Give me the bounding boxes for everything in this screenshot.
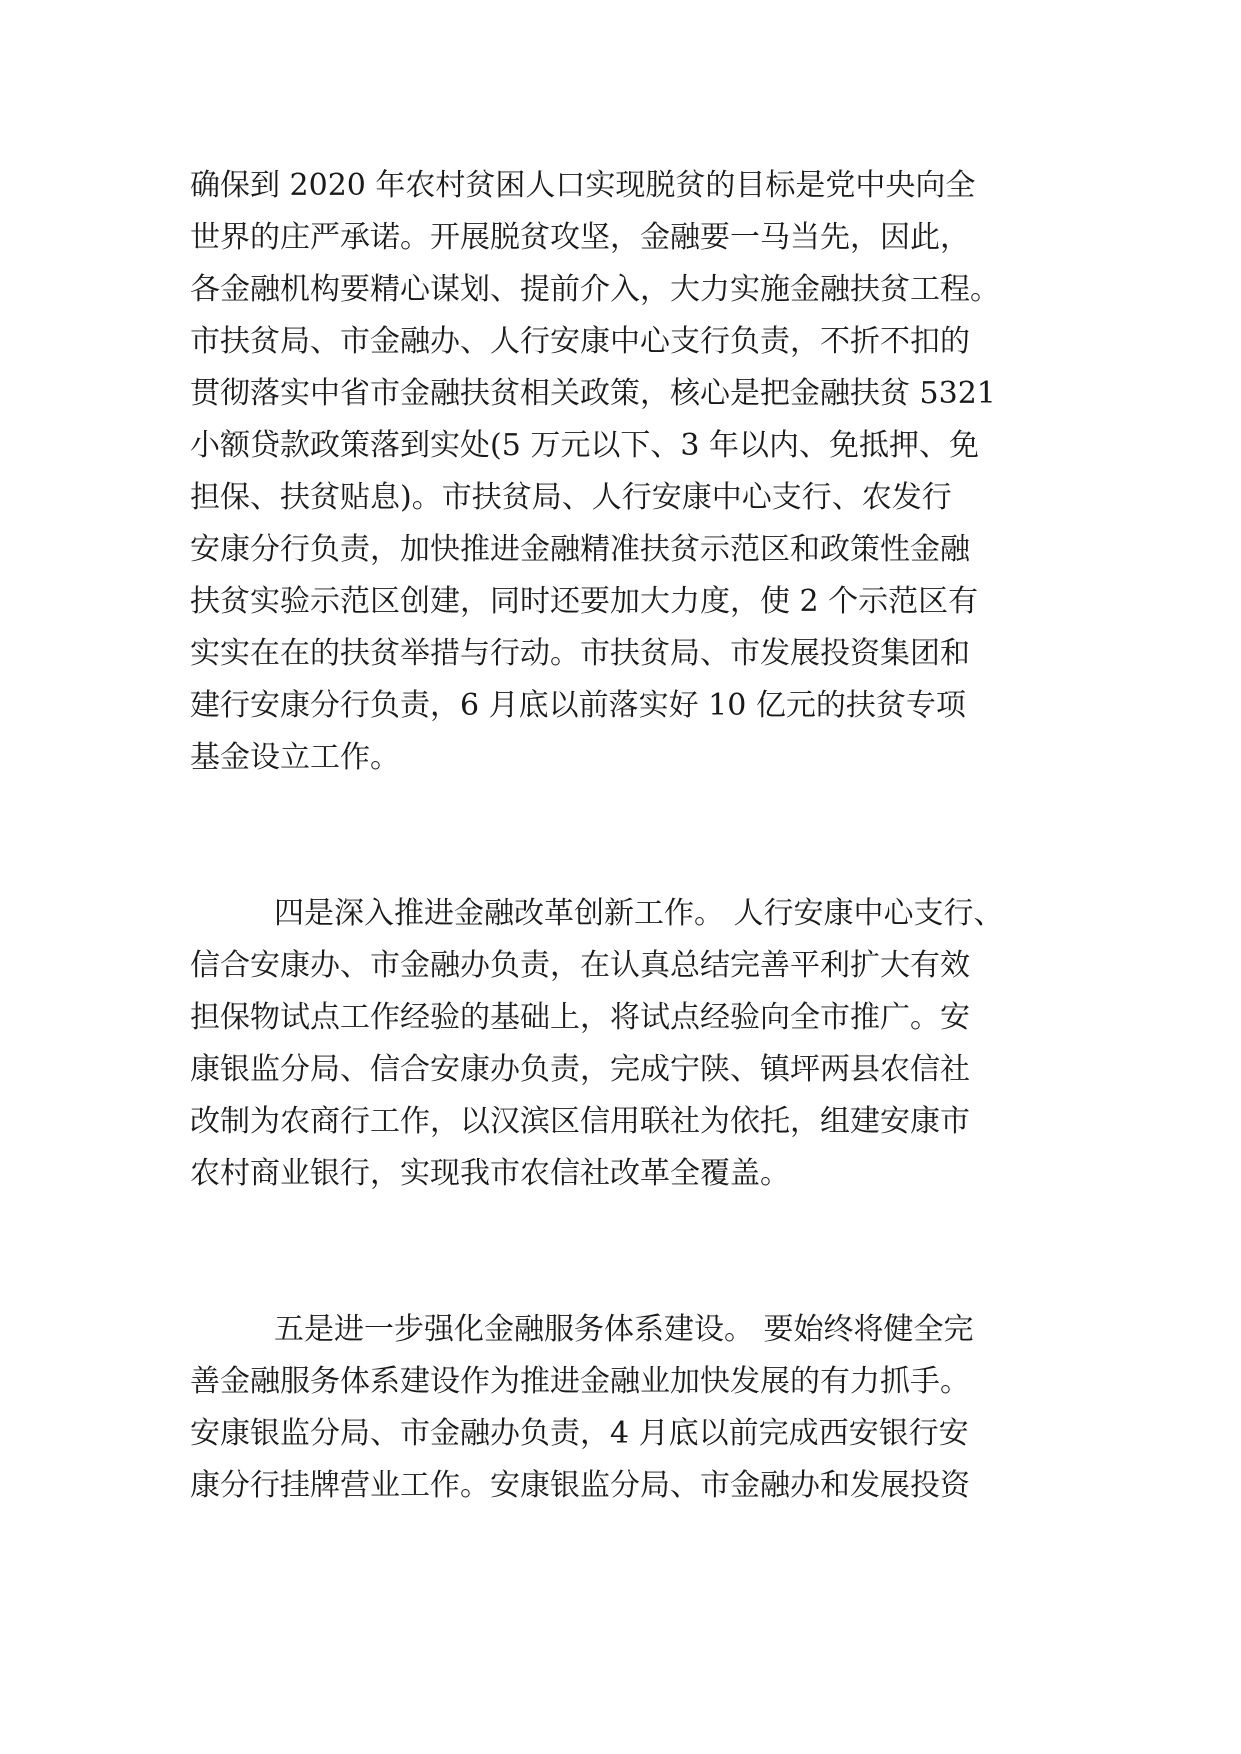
text-line: 康银监分局、信合安康办负责，完成宁陕、镇坪两县农信社 (190, 1052, 970, 1087)
text-line: 扶贫实验示范区创建，同时还要加大力度，使 2 个示范区有 (190, 584, 979, 619)
text-line: 改制为农商行工作，以汉滨区信用联社为依托，组建安康市 (190, 1104, 970, 1139)
text-line: 担保、扶贫贴息)。市扶贫局、人行安康中心支行、农发行 (190, 480, 952, 515)
text-line: 实实在在的扶贫举措与行动。市扶贫局、市发展投资集团和 (190, 636, 970, 671)
text-line: 康分行挂牌营业工作。安康银监分局、市金融办和发展投资 (190, 1468, 970, 1503)
text-line: 担保物试点工作经验的基础上，将试点经验向全市推广。安 (190, 1000, 970, 1035)
paragraph-service-system (190, 1304, 1070, 1512)
paragraph-spacer (190, 784, 1070, 888)
paragraph-reform-innovation (190, 888, 1070, 1200)
text-line: 市扶贫局、市金融办、人行安康中心支行负责，不折不扣的 (190, 324, 970, 359)
text-line: 世界的庄严承诺。开展脱贫攻坚，金融要一马当先，因此， (190, 220, 970, 255)
text-line: 各金融机构要精心谋划、提前介入，大力实施金融扶贫工程。 (190, 272, 1000, 307)
text-line: 四是深入推进金融改革创新工作。 人行安康中心支行、 (274, 896, 1004, 931)
text-line: 五是进一步强化金融服务体系建设。 要始终将健全完 (274, 1312, 974, 1347)
text-line: 安康银监分局、市金融办负责，4 月底以前完成西安银行安 (190, 1416, 969, 1451)
text-line: 小额贷款政策落到实处(5 万元以下、3 年以内、免抵押、免 (190, 428, 979, 463)
text-line: 确保到 2020 年农村贫困人口实现脱贫的目标是党中央向全 (190, 168, 976, 203)
paragraph-financial-poverty-alleviation (190, 160, 1070, 784)
paragraph-spacer (190, 1200, 1070, 1304)
text-line: 善金融服务体系建设作为推进金融业加快发展的有力抓手。 (190, 1364, 970, 1399)
text-line: 贯彻落实中省市金融扶贫相关政策，核心是把金融扶贫 5321 (190, 376, 996, 411)
text-line: 安康分行负责，加快推进金融精准扶贫示范区和政策性金融 (190, 532, 970, 567)
text-line: 信合安康办、市金融办负责，在认真总结完善平利扩大有效 (190, 948, 970, 983)
text-line: 基金设立工作。 (190, 740, 400, 775)
text-line: 农村商业银行，实现我市农信社改革全覆盖。 (190, 1156, 790, 1191)
document-body (190, 160, 1070, 1512)
text-line: 建行安康分行负责，6 月底以前落实好 10 亿元的扶贫专项 (190, 688, 966, 723)
